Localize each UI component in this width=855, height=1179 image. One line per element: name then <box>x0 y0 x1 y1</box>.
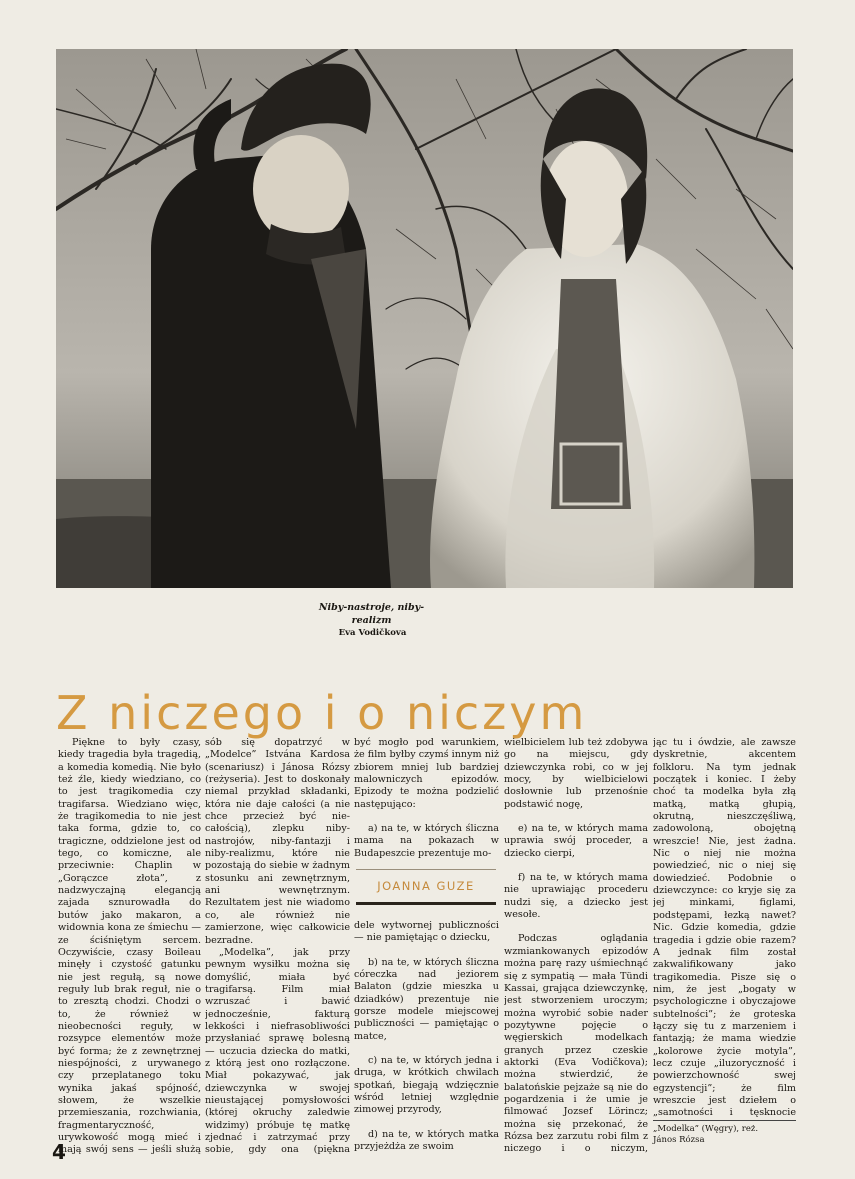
paragraph: d) na te, w których matka przyjeżdża ze swoim <box>354 1128 499 1153</box>
paragraph: c) na te, w których jedna i druga, w krótkich chwilach spotkań, biegają wdzięcznie wśród letniej względnie zimowej przyrody, <box>354 1055 499 1116</box>
film-still-photo <box>56 49 793 588</box>
page-number: 4 <box>52 1140 66 1164</box>
paragraph: b) na te, w których śliczna córeczka nad jeziorem Balaton (gdzie mieszka u dziadków) prezentuje nie gorsze modele miejscowej publiczności — pamiętając o matce, <box>354 956 499 1042</box>
credits-title: „Modelka” (Węgry), reż. <box>653 1124 759 1134</box>
paragraph: e) na te, w których mama uprawia swój proceder, a dziecko cierpi, <box>504 823 648 859</box>
paragraph: a) na te, w których śliczna mama na pokazach w Budapeszcie prezentuje mo- <box>354 823 499 859</box>
text-column-3-top <box>354 737 499 862</box>
paragraph: jąc tu i ówdzie, ale zawsze dyskretnie, akcentem folkloru. Na tym jednak początek i koniec. I żeby choć ta modelka była złą matką, matką głupią, okrutną, nieszczęśliwą, zadowoloną, obojętną wreszcie! Nie, jest żadna. Nic o niej nie można powiedzieć, nic o niej się dowiedzieć. Podobnie o dziewczynce: co kryje się za jej minkami, figlami, podstępami, łezką nawet? Nic. Gdzie komedia, gdzie tragedia i gdzie obie razem? A jednak film został zakwalifikowany jako tragikomedia. Pisze się o nim, że jest „bogaty w psychologiczne i obyczajowe subtelności”; że groteska łączy się tu z marzeniem i fantazją; że mama wiedzie „kolorowe życie motyla”, lecz czuje „iluzoryczność i powierzchowność swej egzystencji”; że film wreszcie jest dziełem o „samotności i tęsknocie <box>653 737 796 1117</box>
paragraph: Piękne to były czasy, kiedy tragedia była tragedią, a komedia komedią. Nie było też źle, kiedy wiedziano, co to jest tragikomedia czy tragifarsa. Wiedziano więc, że tragikomedia to nie jest taka forma, gdzie to, co tragiczne, oddzielone jest od tego, co komiczne, ale przeciwnie: Chaplin w „Gorączce złota”, z nadzwyczajną elegancją zajada sznurowadła do butów jako makaron, a widownia kona ze śmiechu — ze ściśniętym sercem. Oczywiście, czasy Boileau minęły i czystość gatunku nie jest regułą, są nowe reguły lub brak reguł, nie o to zresztą chodzi. Chodzi o to, że również w nieobecności reguły, w rozsypce elementów może być forma; że z zewnętrznej niespójności, z urywanego czy przeplatanego toku wynika jakaś spójność, słowem, że wszelkie przemieszania, rozchwiania, fragmentaryczność, urywkowość mogą mieć i mają swój sens — jeśli służą <box>58 737 201 1156</box>
text-column-1 <box>58 737 201 1157</box>
film-credits <box>653 1120 796 1146</box>
text-column-2 <box>205 737 350 1157</box>
paragraph: sób się dopatrzyć w „Modelce” Istvána Kardosa (scenariusz) i Jánosa Rózsy (reżyseria). Jest to doskonały niemal przykład składanki, która nie daje całości (a nie chce przecież być nie-całością), zlepku niby-nastrojów, niby-fantazji i niby-realizmu, które nie pozostają do siebie w żadnym stosunku ani zewnętrznym, ani wewnętrznym. Rezultatem jest nie wiadomo co, ale również nie zamierzone, więc całkowicie bezradne. <box>205 737 350 946</box>
paragraph: Podczas oglądania wzmiankowanych epizodów można parę razy uśmiechnąć się z sympatią — mała Tündi Kassai, grająca dziewczynkę, jest stworzeniem uroczym; można wyrobić sobie nader pozytywne pojęcie o węgierskich modelkach granych przez czeskie aktorki (Eva Vodičkova); można stwierdzić, że balatońskie pejzaże są nie do pogardzenia i że umie je filmować Jozsef Lörincz; można się przekonać, że Rózsa bez zarzutu robi film z niczego i o niczym, <box>504 933 648 1155</box>
paragraph: dele wytwornej publiczności — nie pamiętając o dziecku, <box>354 920 499 944</box>
text-column-3-bottom <box>354 920 499 1157</box>
author-byline: JOANNA GUZE <box>356 869 496 905</box>
text-column-4 <box>504 737 648 1157</box>
credits-director: János Rózsa <box>653 1135 705 1145</box>
paragraph: wielbicielem lub też zdobywa go na miejscu, gdy dziewczynka robi, co w jej mocy, by wielbicielowi dosłownie lub przenośnie podstawić nogę, <box>504 737 648 810</box>
text-column-5 <box>653 737 796 1117</box>
caption-name: Eva Vodičkova <box>338 628 407 638</box>
paragraph: być mogło pod warunkiem, że film byłby czymś innym niż zbiorem mniej lub bardziej malowniczych epizodów. Epizody te można podzielić następująco: <box>354 737 499 810</box>
article-title: Z niczego i o niczym <box>56 685 588 740</box>
photo-caption <box>300 601 550 640</box>
paragraph: f) na te, w których mama nie uprawiając procederu nudzi się, a dziecko jest wesołe. <box>504 872 648 921</box>
caption-title: Niby-nastroje, niby-realizm <box>318 602 425 626</box>
paragraph: „Modelka”, jak przy pewnym wysiłku można się domyślić, miała być tragifarsą. Film miał wzruszać i bawić jednocześnie, fakturą lekkości i niefrasobliwości przysłaniać sprawę bolesną — uczucia dziecka do matki, z którą jest ono rozłączone. Miał pokazywać, jak dziewczynka w swojej nieustającej pomysłowości (której okruchy zaledwie widzimy) próbuje tę matkę zjednać i zatrzymać przy sobie, gdy ona (piękna <box>205 946 350 1156</box>
